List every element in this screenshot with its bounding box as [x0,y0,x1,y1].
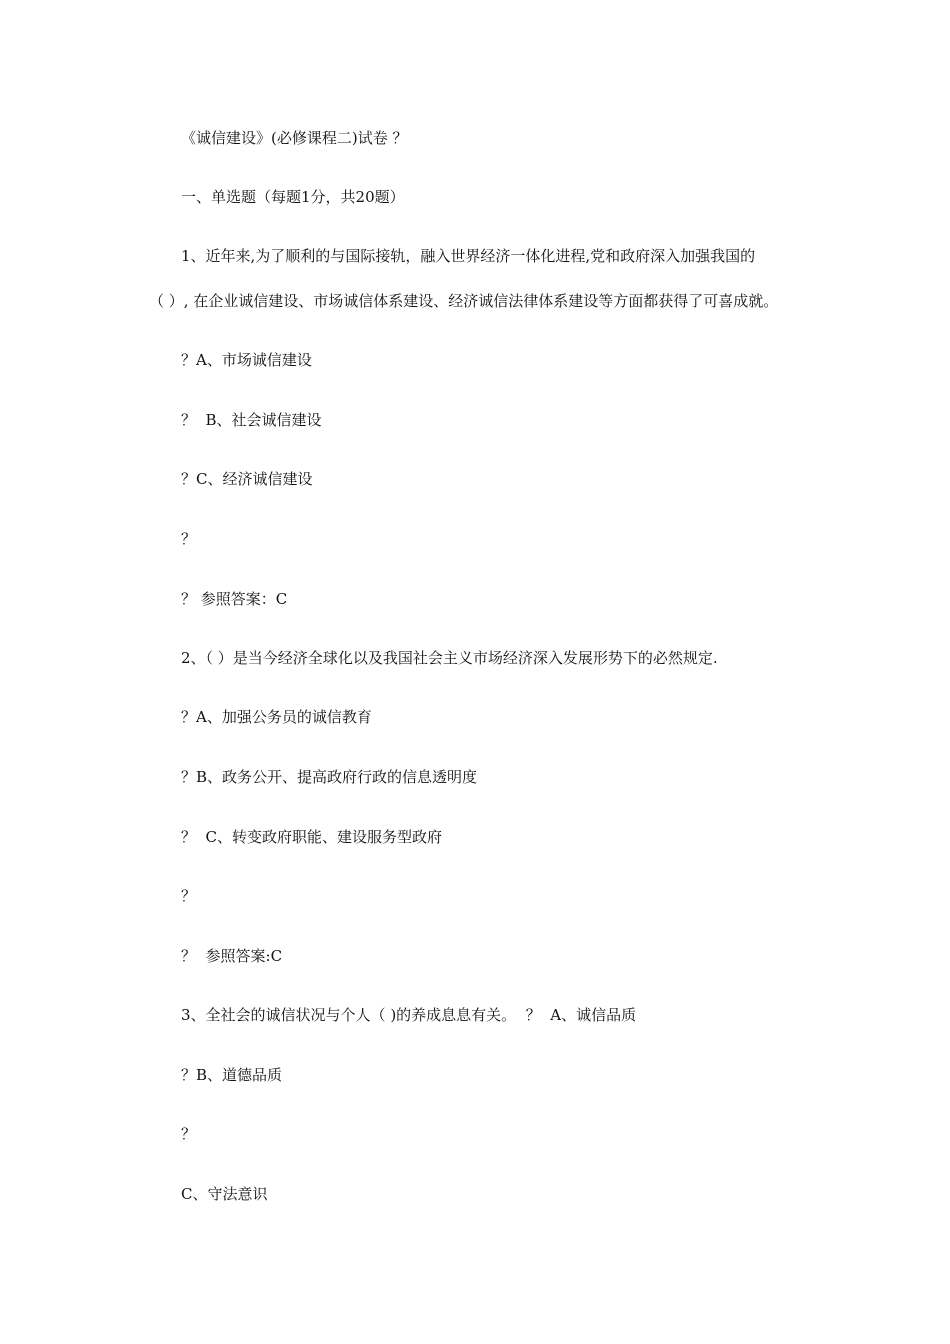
question-1-stem: 1、近年来,为了顺利的与国际接轨，融入世界经济一体化进程,党和政府深入加强我国的 [181,247,756,265]
question-3-option-c: C、守法意识 [181,1185,268,1203]
question-2-answer: ？ 参照答案:C [181,947,283,965]
question-1-blank-line: ？ [181,530,197,548]
question-1-stem-continued: （ ）, 在企业诚信建设、市场诚信体系建设、经济诚信法律体系建设等方面都获得了可喜成就。 [149,292,779,310]
question-2-stem: 2、（ ）是当今经济全球化以及我国社会主义市场经济深入发展形势下的必然规定. [181,649,718,667]
question-2-option-b: ？B、政务公开、提高政府行政的信息透明度 [181,768,478,786]
question-2-option-a: ？A、加强公务员的诚信教育 [181,708,372,726]
question-1-answer: ？ 参照答案：C [181,590,288,608]
question-1-option-a: ？A、市场诚信建设 [181,351,312,369]
question-2-option-c: ？ C、转变政府职能、建设服务型政府 [181,828,443,846]
document-title: 《诚信建设》(必修课程二)试卷 ？ [181,129,408,147]
question-3-option-b: ？B、道德品质 [181,1066,283,1084]
section-heading: 一、单选题（每题1分，共20题） [181,188,405,206]
question-1-option-b: ？ B、社会诚信建设 [181,411,322,429]
question-3-stem: 3、全社会的诚信状况与个人（ )的养成息息有关。 ？ A、诚信品质 [181,1006,637,1024]
question-3-blank-line: ？ [181,1125,197,1143]
question-1-option-c: ？C、经济诚信建设 [181,470,313,488]
question-2-blank-line: ？ [181,887,197,905]
